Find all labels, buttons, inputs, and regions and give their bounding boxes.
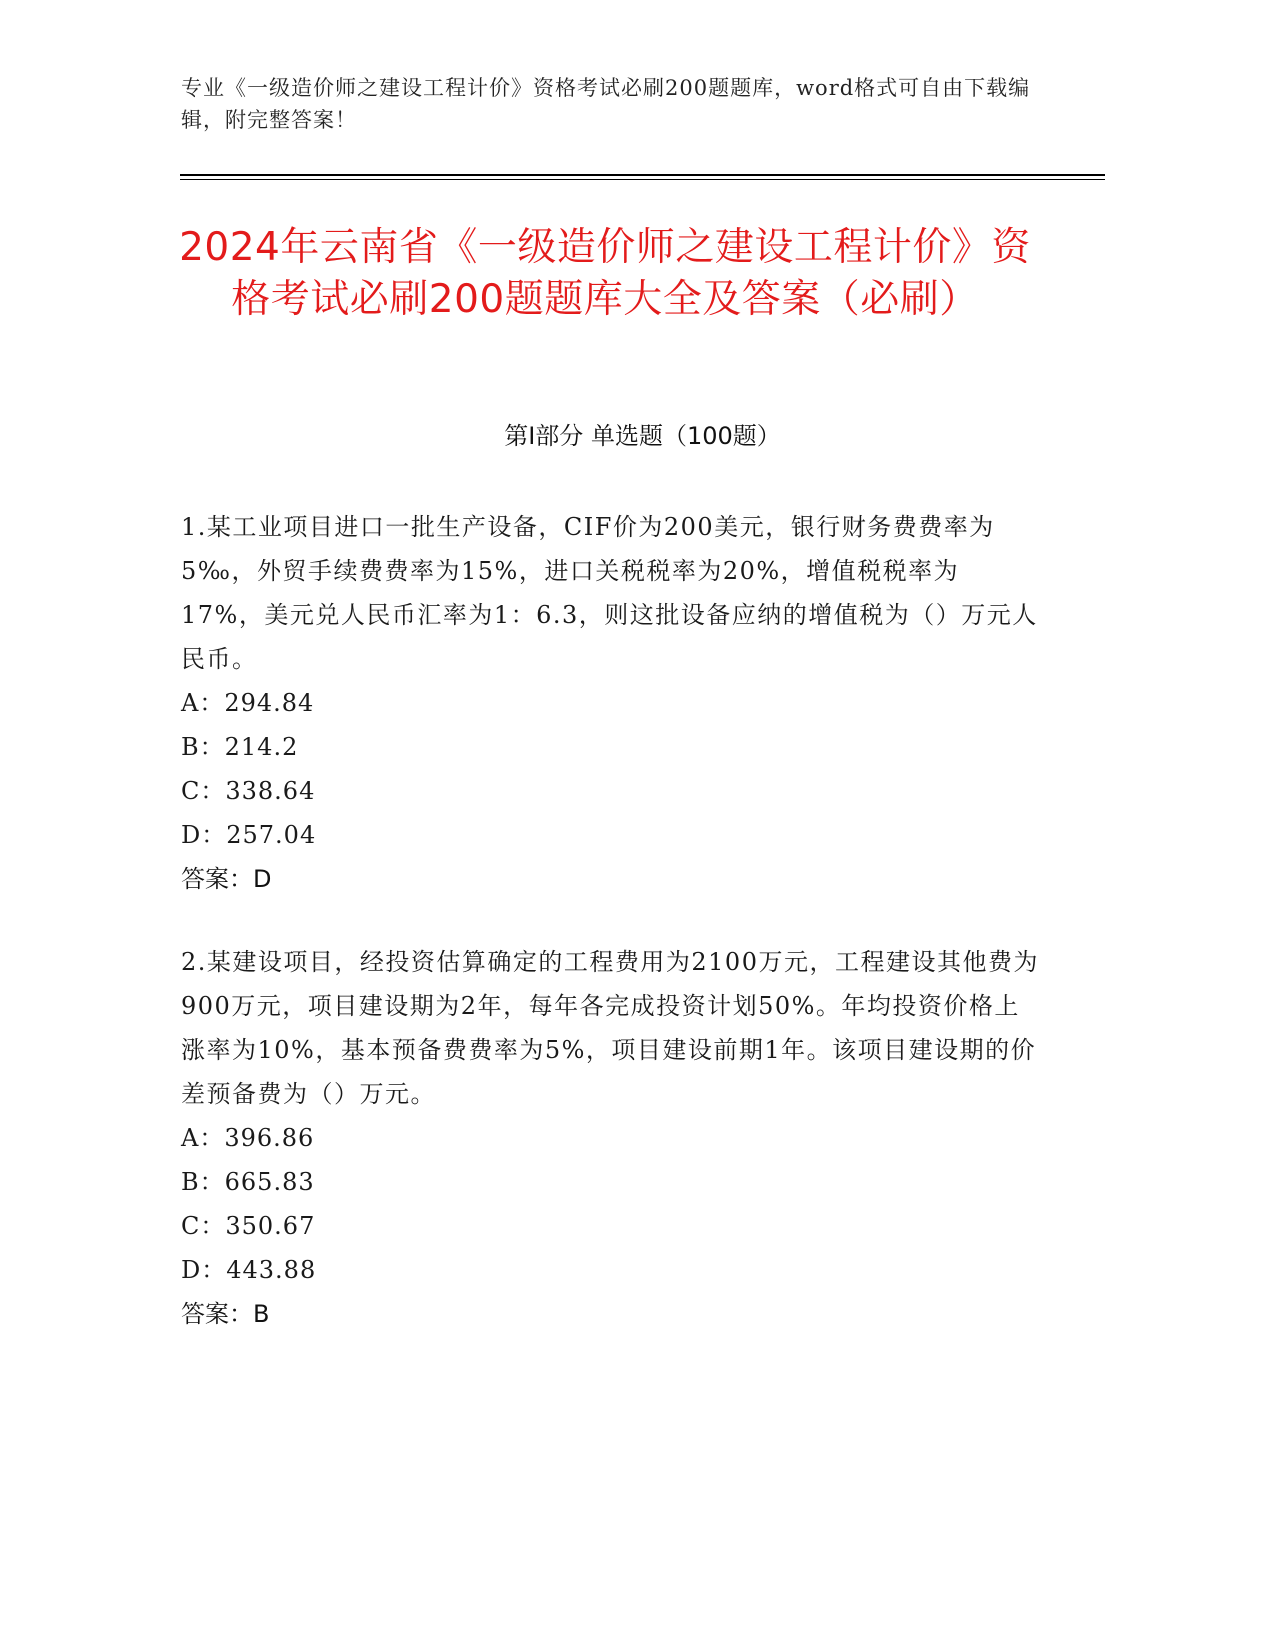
header-divider-thick xyxy=(180,174,1105,176)
question-2 xyxy=(181,940,1041,1336)
option-a: A：294.84 xyxy=(181,689,315,717)
option-b: B：665.83 xyxy=(181,1168,315,1196)
option-b: B：214.2 xyxy=(181,733,299,761)
option-c: C：338.64 xyxy=(181,777,316,805)
question-1 xyxy=(181,505,1041,901)
answer: 答案：D xyxy=(181,865,272,893)
answer: 答案：B xyxy=(181,1300,270,1328)
option-c: C：350.67 xyxy=(181,1212,316,1240)
option-d: D：257.04 xyxy=(181,821,317,849)
header-note: 专业《一级造价师之建设工程计价》资格考试必刷200题题库，word格式可自由下载编辑，附完整答案！ xyxy=(181,76,1031,132)
header-divider-thin xyxy=(180,179,1105,180)
document-title: 2024年云南省《一级造价师之建设工程计价》资格考试必刷200题题库大全及答案（必刷） xyxy=(179,225,1031,322)
question-stem: 2.某建设项目，经投资估算确定的工程费用为2100万元，工程建设其他费为900万元，项目建设期为2年，每年各完成投资计划50%。年均投资价格上涨率为10%，基本预备费费率为5%，项目建设前期1年。该项目建设期的价差预备费为（）万元。 xyxy=(181,948,1039,1108)
question-stem: 1.某工业项目进口一批生产设备，CIF价为200美元，银行财务费费率为5‰，外贸手续费费率为15%，进口关税税率为20%，增值税税率为17%，美元兑人民币汇率为1：6.3，则这批设备应纳的增值税为（）万元人民币。 xyxy=(181,513,1038,673)
option-a: A：396.86 xyxy=(181,1124,315,1152)
option-d: D：443.88 xyxy=(181,1256,317,1284)
section-title: 第I部分 单选题（100题） xyxy=(504,422,781,450)
